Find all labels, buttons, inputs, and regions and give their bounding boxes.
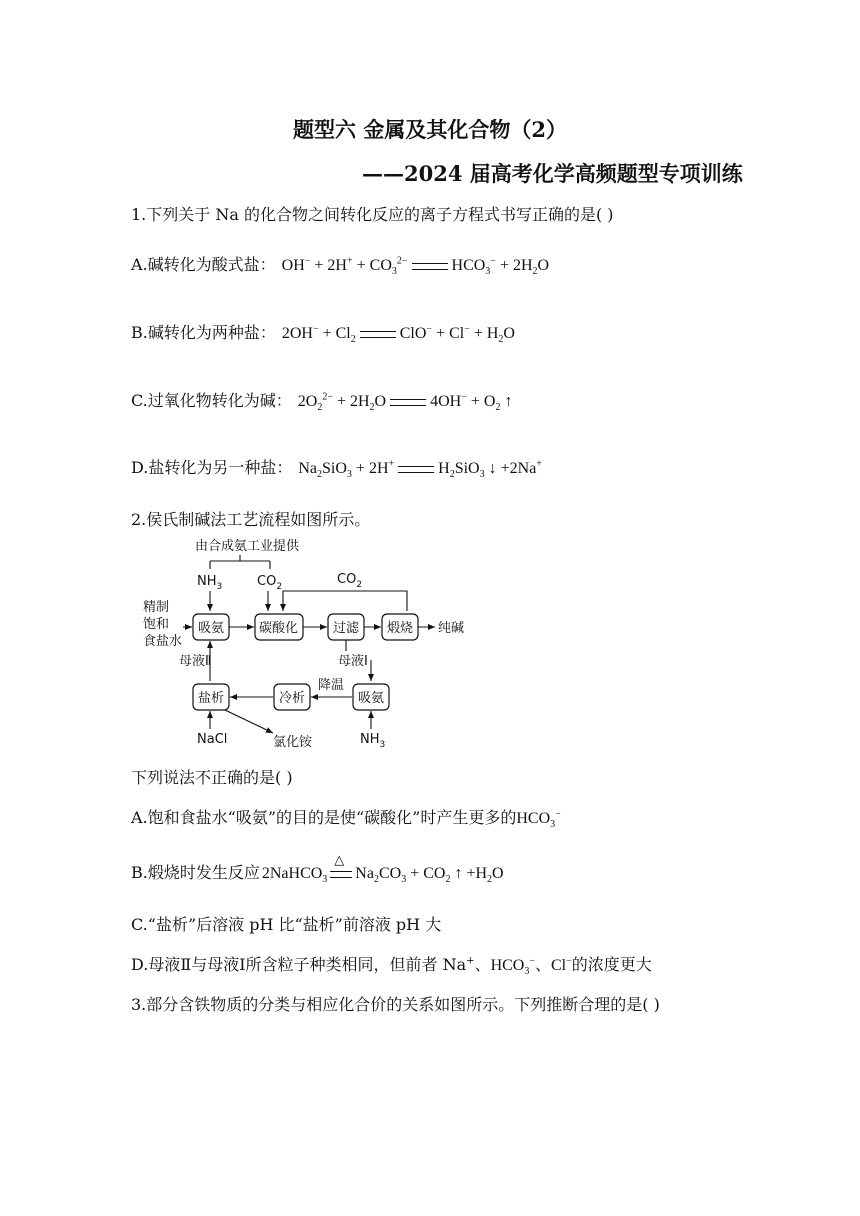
question-3-stem: 3.部分含铁物质的分类与相应化合价的关系如图所示。下列推断合理的是( ) [131, 995, 660, 1014]
co2-loop-arrow [283, 591, 407, 611]
co2-top-label: $CO_2$ [257, 574, 283, 592]
q1-option-d [131, 455, 542, 481]
q2-option-d: D.母液Ⅱ与母液Ⅰ所含粒子种类相同，但前者 Na+、$HCO_3^-$、Cl−的浓度更大 [131, 955, 652, 978]
carbonation-label: 碳酸化 [259, 621, 299, 636]
supply-bracket [210, 555, 270, 569]
brine-label-3: 食盐水 [143, 634, 183, 649]
q1-option-c-equation: $2O_2^{2-} + 2H_2O$ $4OH^- + O_2$ ↑ [297, 391, 513, 414]
q2-option-a-text: A.饱和食盐水“吸氨”的目的是使“碳酸化”时产生更多的 [131, 808, 517, 827]
q1-option-a-equation: $OH^- + 2H^+ + CO_3^{2-}$ $HCO_3^- + 2H_2O$ [281, 255, 550, 278]
nh4cl-label: 氯化铵 [273, 735, 313, 750]
nacl-label: NaCl [197, 732, 228, 747]
q1-option-b-label: B.碱转化为两种盐： [131, 323, 276, 342]
question-2-prompt: 下列说法不正确的是( ) [131, 768, 293, 787]
q1-option-d-equation: $Na_2SiO_3 + 2H^+$ $H_2SiO_3$ ↓ +2Na+ [298, 458, 542, 481]
q2-option-d-ions: $HCO_3^-$、Cl− [490, 955, 572, 978]
q2-option-b-text: B.煅烧时发生反应 [131, 863, 260, 882]
nh3-top-label: $NH_3$ [197, 574, 223, 592]
calcine-label: 煅烧 [387, 621, 414, 636]
q2-option-a [131, 805, 561, 831]
absorb-ammonia-label-2: 吸氨 [358, 691, 385, 706]
mother-liquor-1-label: 母液Ⅰ [338, 654, 368, 669]
q1-option-b [131, 320, 515, 346]
nh3-bottom-label: $NH_3$ [360, 732, 386, 750]
absorb-ammonia-label-1: 吸氨 [198, 621, 225, 636]
q2-option-d-text-2: 的浓度更大 [571, 955, 652, 974]
filter-label: 过滤 [333, 621, 360, 636]
q1-option-c [131, 388, 513, 414]
brine-label-1: 精制 [143, 600, 170, 615]
q2-option-b-equation: 2NaHCO$_3$ △ $Na_2CO_3 + CO_2$ ↑ $+H_2O$ [261, 851, 504, 886]
q1-option-b-equation: $2OH^- + Cl_2$ $ClO^- + Cl^- + H_2O$ [281, 323, 515, 346]
soda-label: 纯碱 [438, 621, 465, 636]
q2-option-b [131, 851, 504, 886]
question-1-stem: 1.下列关于 Na 的化合物之间转化反应的离子方程式书写正确的是( ) [131, 205, 614, 224]
page-subtitle: ——2024 届高考化学高频题型专项训练 [362, 161, 743, 186]
cold-precipitation-label: 冷析 [279, 691, 306, 706]
brine-label-2: 饱和 [143, 617, 170, 632]
q1-option-d-label: D.盐转化为另一种盐： [131, 458, 293, 477]
q2-option-a-formula: $HCO_3^-$ [516, 808, 561, 831]
hou-process-flow-diagram [135, 533, 495, 755]
supply-label: 由合成氨工业提供 [195, 539, 300, 554]
question-2-stem: 2.侯氏制碱法工艺流程如图所示。 [131, 510, 371, 529]
cooling-label: 降温 [318, 678, 345, 693]
q2-option-d-text-1: D.母液Ⅱ与母液Ⅰ所含粒子种类相同，但前者 Na [131, 955, 467, 974]
salting-out-label: 盐析 [198, 691, 225, 706]
q2-option-c: C.“盐析”后溶液 pH 比“盐析”前溶液 pH 大 [131, 915, 442, 934]
q1-option-a [131, 252, 550, 278]
q1-option-a-label: A.碱转化为酸式盐： [131, 255, 276, 274]
nh4cl-arrow [225, 710, 273, 733]
q1-option-c-label: C.过氧化物转化为碱： [131, 391, 292, 410]
co2-loop-label: $CO_2$ [337, 572, 363, 590]
mother-liquor-2-label: 母液Ⅱ [179, 654, 212, 669]
page-title: 题型六 金属及其化合物（2） [293, 117, 567, 142]
